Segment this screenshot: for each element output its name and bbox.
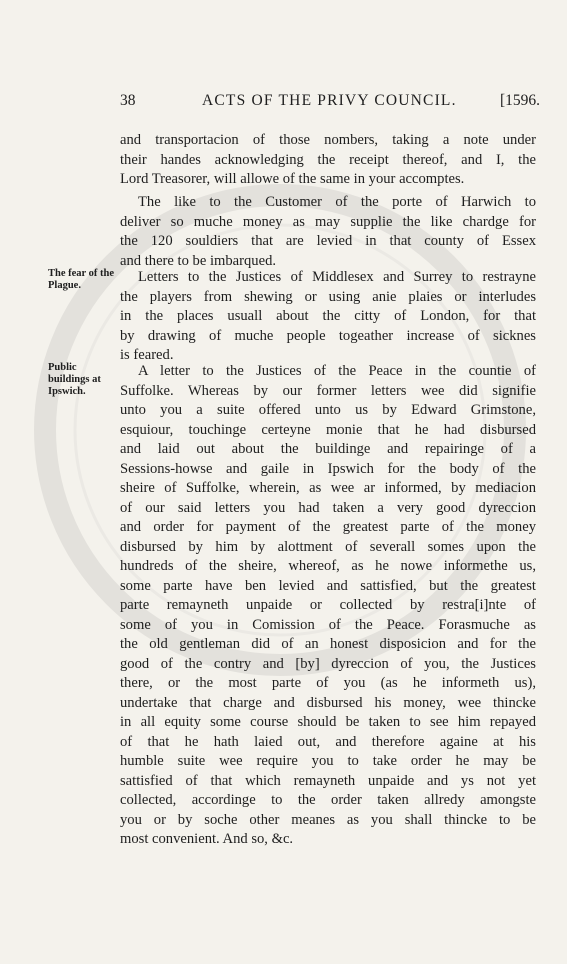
text-line: Suffolke. Whereas by our former letters wee did signifie [120,382,536,399]
text-line: undertake that charge and disbursed his money, wee thincke [120,694,536,711]
text-line: you or by soche other meanes as you shall thincke to be [120,811,536,828]
paragraph-1 [120,131,536,190]
text-line: their handes acknowledging the receipt thereof, and I, the [120,151,536,168]
text-line: and transportacion of those nombers, taking a note under [120,132,536,148]
text-line: good of the contry and [by] dyreccion of you, the Justices [120,655,536,672]
text-line: sheire of Suffolke, wherein, as wee ar informed, by mediacion [120,480,536,496]
text-line: and there to be imbarqued. [120,252,277,269]
text-line: sattisfied of that which remayneth unpaide and ys not yet [120,772,536,789]
text-line: the players from shewing or using anie plaies or interludes [120,288,536,305]
sidenote-plague: The fear of the Plague. [48,268,114,291]
page-number: 38 [120,92,136,109]
paragraph-3 [120,268,536,366]
paragraph-4 [120,362,536,850]
text-line: the old gentleman did of an honest disposicion and for the [120,636,536,652]
text-line: Letters to the Justices of Middlesex and Surrey to restrayne [138,269,536,285]
sidenote-ipswich: Public buildings at Ipswich. [48,362,101,397]
text-line: parte remayneth unpaide or collected by restra[i]nte of [120,597,536,613]
text-line: hundreds of the sheire, whereof, as he nowe informethe us, [120,558,536,574]
text-line: humble suite wee require you to take order he may be [120,753,536,769]
text-line: deliver so muche money as may supplie the like chardge for [120,213,536,230]
text-line: Sessions-howse and gaile in Ipswich for the body of the [120,460,536,477]
text-line: in all equity some course should be taken to see him repayed [120,714,536,730]
text-line: esquiour, touchinge certeyne monie that he had disbursed [120,421,536,438]
running-title: ACTS OF THE PRIVY COUNCIL. [202,92,457,109]
text-line: A letter to the Justices of the Peace in the countie of [138,363,536,379]
text-line: and order for payment of the greatest parte of the money [120,519,536,535]
text-line: some of you in Comission of the Peace. Forasmuche as [120,616,536,633]
text-line: and laid out about the buildinge and repairinge of a [120,441,536,457]
text-line: unto you a suite offered unto us by Edward Grimstone, [120,402,536,418]
text-line: in the places usuall about the citty of London, for that [120,308,536,324]
text-line: disbursed by him by alottment of severall somes upon the [120,538,536,555]
paragraph-2 [120,193,536,271]
text-line: of our said letters you had taken a very good dyreccion [120,499,536,516]
text-line: most convenient. And so, &c. [120,831,294,847]
text-line: is feared. [120,347,174,363]
text-line: of that he hath laied out, and therefore againe at his [120,733,536,750]
text-line: collected, accordinge to the order taken allredy amongste [120,792,536,808]
text-line: some parte have ben levied and sattisfied, but the greatest [120,577,536,594]
running-header [120,92,540,116]
text-line: the 120 souldiers that are levied in that county of Essex [120,233,536,249]
header-year: [1596. [499,92,540,109]
text-line: The like to the Customer of the porte of Harwich to [138,194,536,210]
text-line: by drawing of muche people togeather increase of sicknes [120,327,536,344]
text-line: Lord Treasorer, will allowe of the same in your accomptes. [120,171,465,187]
text-line: there, or the most parte of you (as he informeth us), [120,675,536,691]
